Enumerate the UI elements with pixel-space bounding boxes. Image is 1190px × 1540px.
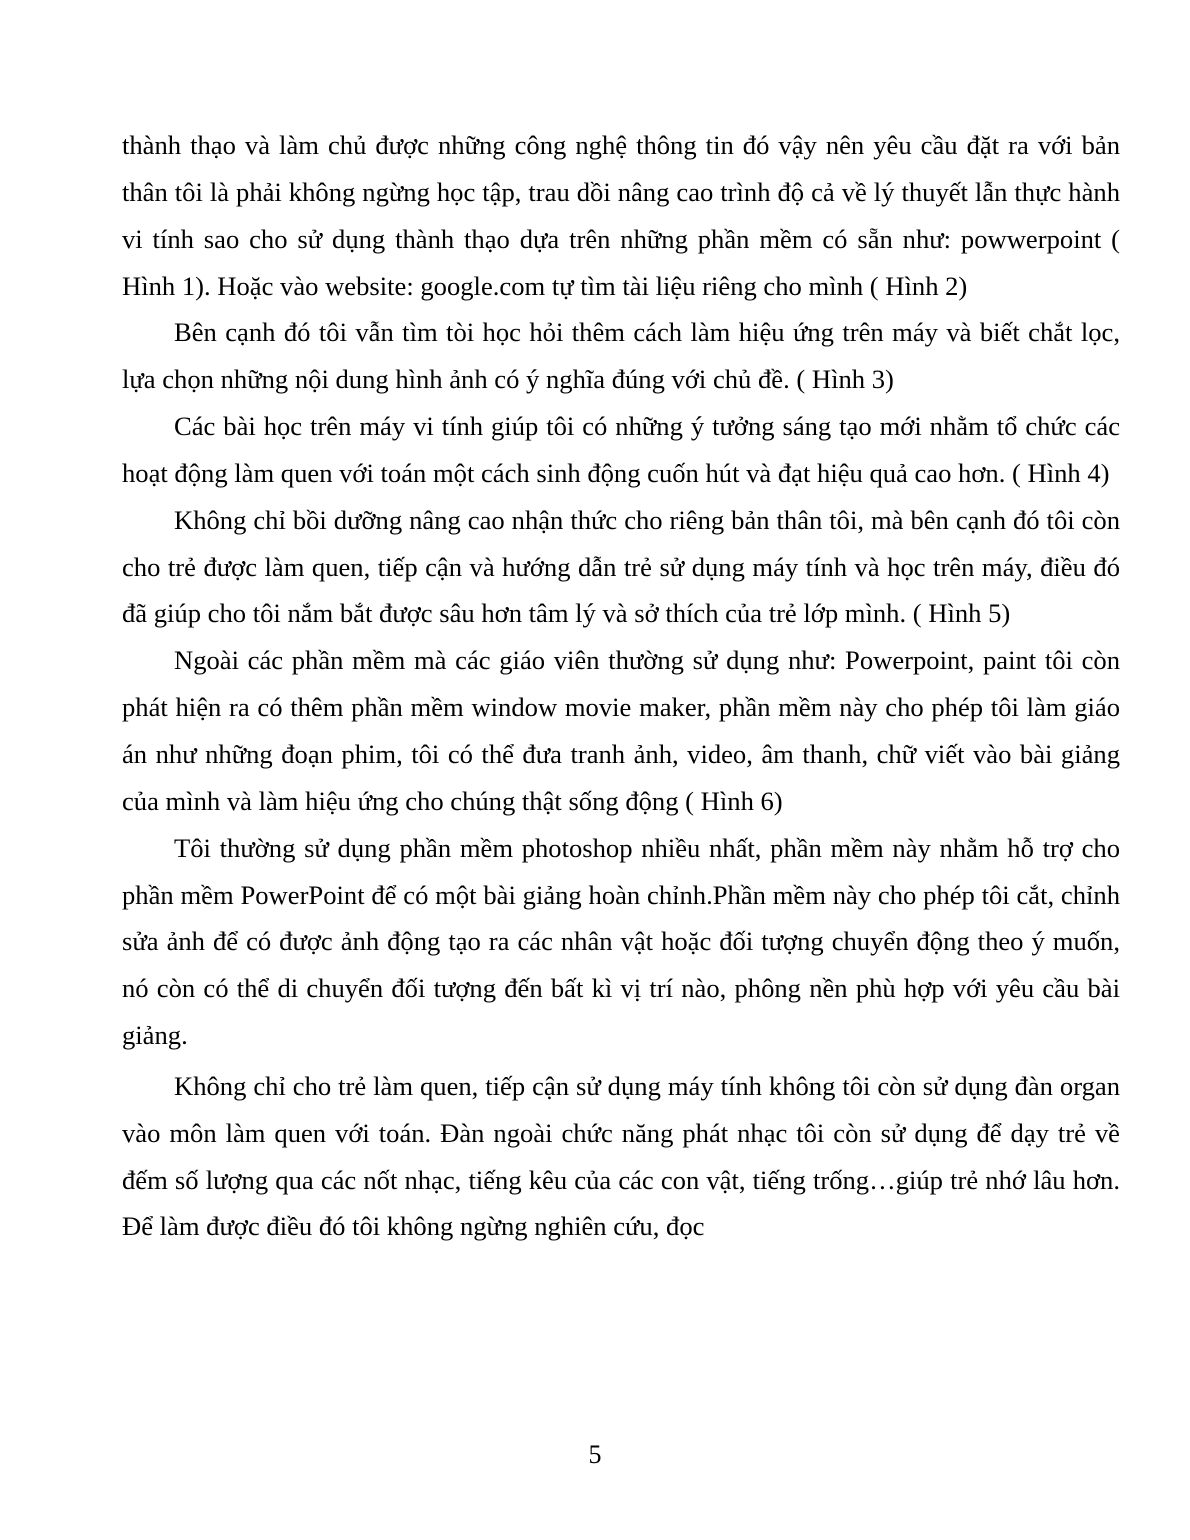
paragraph: Không chỉ bồi dưỡng nâng cao nhận thức cho riêng bản thân tôi, mà bên cạnh đó tôi còn cho trẻ được làm quen, tiếp cận và hướng dẫn trẻ sử dụng máy tính và học trên máy, điều đó đã giúp cho tôi nắm bắt được sâu hơn tâm lý và sở thích của trẻ lớp mình. ( Hình 5) — [122, 504, 1120, 629]
page-number: 5 — [588, 1440, 602, 1469]
paragraph: Các bài học trên máy vi tính giúp tôi có những ý tưởng sáng tạo mới nhằm tổ chức các hoạt động làm quen với toán một cách sinh động cuốn hút và đạt hiệu quả cao hơn. ( Hình 4) — [122, 411, 1120, 488]
paragraph-continuation: thành thạo và làm chủ được những công nghệ thông tin đó vậy nên yêu cầu đặt ra với bản thân tôi là phải không ngừng học tập, trau dồi nâng cao trình độ cả về lý thuyết lẫn thực hành vi tính sao cho sử dụng thành thạo dựa trên những phần mềm có sẵn như: powwerpoint ( Hình 1). Hoặc vào website: google.com tự tìm tài liệu riêng cho mình ( Hình 2) — [122, 130, 1120, 301]
paragraph: Không chỉ cho trẻ làm quen, tiếp cận sử dụng máy tính không tôi còn sử dụng đàn organ vào môn làm quen với toán. Đàn ngoài chức năng phát nhạc tôi còn sử dụng để dạy trẻ về đếm số lượng qua các nốt nhạc, tiếng kêu của các con vật, tiếng trống…giúp trẻ nhớ lâu hơn. Để làm được điều đó tôi không ngừng nghiên cứu, đọc — [122, 1070, 1120, 1242]
paragraph: Bên cạnh đó tôi vẫn tìm tòi học hỏi thêm cách làm hiệu ứng trên máy và biết chắt lọc, lựa chọn những nội dung hình ảnh có ý nghĩa đúng với chủ đề. ( Hình 3) — [122, 317, 1120, 395]
paragraph: Ngoài các phần mềm mà các giáo viên thường sử dụng như: Powerpoint, paint tôi còn phát hiện ra có thêm phần mềm window movie maker, phần mềm này cho phép tôi làm giáo án như những đoạn phim, tôi có thể đưa tranh ảnh, video, âm thanh, chữ viết vào bài giảng của mình và làm hiệu ứng cho chúng thật sống động ( Hình 6) — [122, 645, 1120, 816]
document-body — [122, 122, 1120, 1250]
paragraph: Tôi thường sử dụng phần mềm photoshop nhiều nhất, phần mềm này nhằm hỗ trợ cho phần mềm PowerPoint để có một bài giảng hoàn chỉnh.Phần mềm này cho phép tôi cắt, chỉnh sửa ảnh để có được ảnh động tạo ra các nhân vật hoặc đối tượng chuyển động theo ý muốn, nó còn có thể di chuyển đối tượng đến bất kì vị trí nào, phông nền phù hợp với yêu cầu bài giảng. — [122, 832, 1120, 1051]
